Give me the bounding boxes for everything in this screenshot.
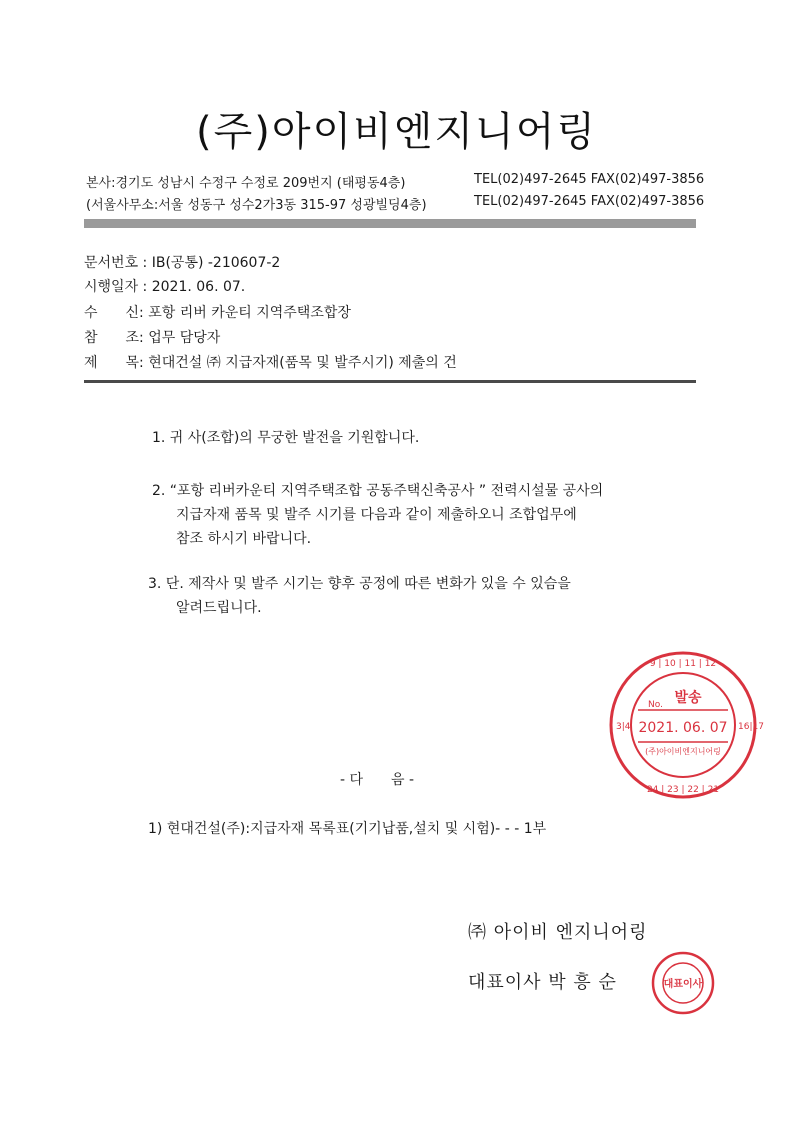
reference-value: 업무 담당자 — [148, 330, 221, 346]
company-title: (주)아이비엔지니어링 — [196, 109, 597, 155]
stamp-company: (주)아이비엔지니어링 — [645, 747, 721, 756]
reference-label: 참 조: — [84, 330, 144, 346]
stamp-date: 2021. 06. 07 — [638, 720, 728, 736]
stamp-no-label: No. — [648, 700, 663, 710]
paragraph-2-line-3: 참조 하시기 바랍니다. — [176, 531, 312, 547]
stamp-label: 발송 — [674, 690, 702, 706]
date-row — [84, 276, 245, 296]
letterhead-divider — [84, 219, 696, 228]
dispatch-stamp — [608, 650, 764, 800]
paragraph-3-line-2: 알려드립니다. — [176, 600, 262, 616]
subject-value: 현대건설 ㈜ 지급자재(품목 및 발주시기) 제출의 건 — [148, 355, 457, 371]
seoul-contact: TEL(02)497-2645 FAX(02)497-3856 — [474, 194, 705, 209]
attachment-item-1: 1) 현대건설(주):지급자재 목록표(기기납품,설치 및 시험)- - - 1부 — [148, 821, 547, 837]
paragraph-2-line-1: 2. “포항 리버카운티 지역주택조합 공동주택신축공사 ” 전력시설물 공사의 — [152, 483, 604, 499]
recipient-label: 수 신: — [84, 305, 144, 321]
date-label: 시행일자 : — [84, 279, 148, 295]
recipient-value: 포항 리버 카운티 지역주택조합장 — [148, 305, 351, 321]
doc-number-value: IB(공통) -210607-2 — [151, 255, 281, 271]
date-value: 2021. 06. 07. — [151, 279, 246, 295]
subject-row — [84, 352, 457, 372]
doc-number-row — [84, 252, 280, 272]
svg-text:24 | 23 | 22 | 21: 24 | 23 | 22 | 21 — [646, 785, 720, 795]
recipient-row — [84, 302, 351, 322]
subject-label: 제 목: — [84, 355, 144, 371]
header-divider — [84, 380, 696, 383]
signature-ceo: 대표이사 박 흥 순 — [468, 972, 617, 993]
hq-address: 본사:경기도 성남시 수정구 수정로 209번지 (태평동4층) — [86, 176, 406, 191]
svg-text:3|4: 3|4 — [616, 722, 631, 732]
ceo-seal — [650, 950, 716, 1016]
reference-row — [84, 327, 220, 347]
hq-contact: TEL(02)497-2645 FAX(02)497-3856 — [474, 172, 705, 187]
signature-company: ㈜ 아이비 엔지니어링 — [468, 922, 648, 943]
seal-text: 대표이사 — [663, 979, 703, 990]
svg-text:16|17: 16|17 — [738, 722, 764, 732]
doc-number-label: 문서번호 : — [84, 255, 148, 271]
attachment-heading: - 다 음 - — [340, 772, 415, 788]
seoul-address: (서울사무소:서울 성동구 성수2가3동 315-97 성광빌딩4층) — [86, 198, 427, 213]
paragraph-3-line-1: 3. 단. 제작사 및 발주 시기는 향후 공정에 따른 변화가 있을 수 있슴을 — [148, 576, 571, 592]
paragraph-2-line-2: 지급자재 품목 및 발주 시기를 다음과 같이 제출하오니 조합업무에 — [176, 507, 577, 523]
svg-text:9 | 10 | 11 | 12: 9 | 10 | 11 | 12 — [649, 659, 717, 669]
paragraph-1: 1. 귀 사(조합)의 무궁한 발전을 기원합니다. — [152, 430, 420, 446]
